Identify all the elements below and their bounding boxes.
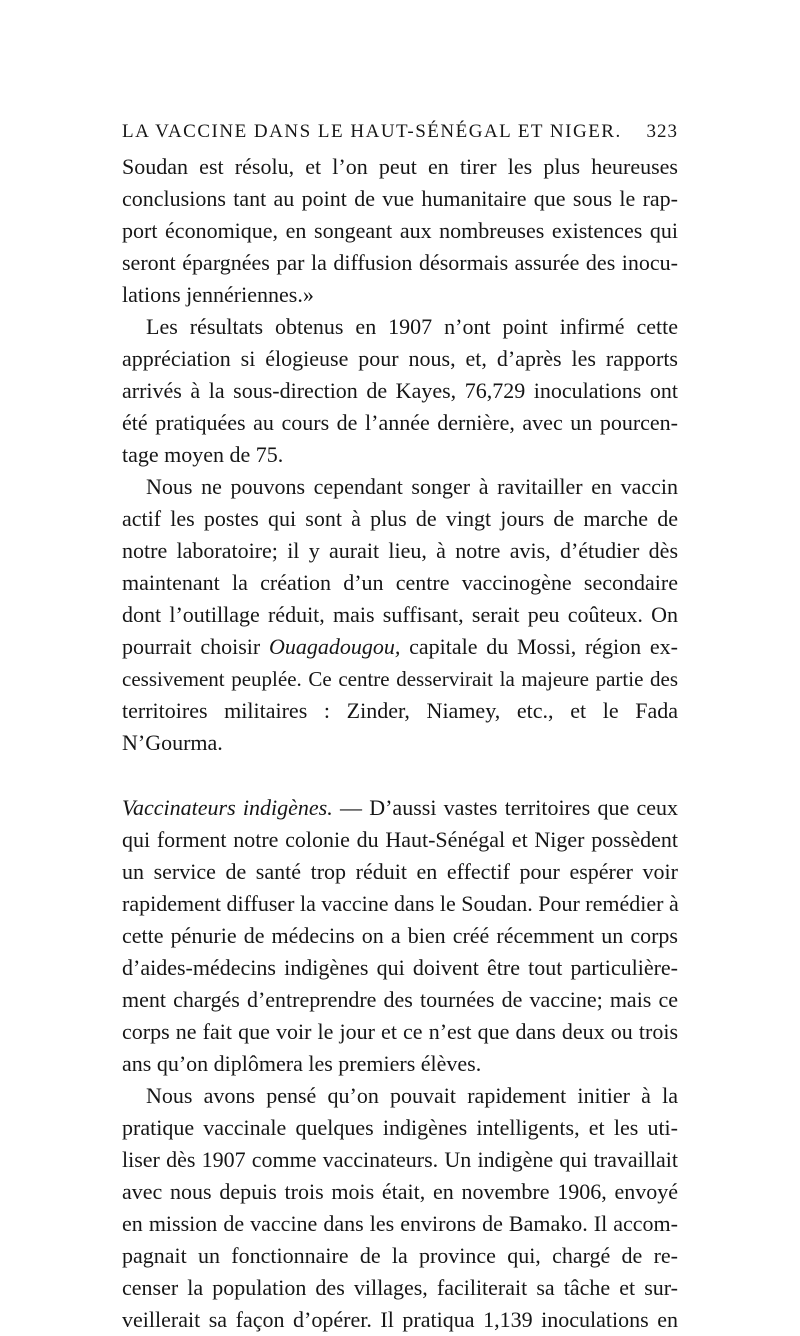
text-line: notre laboratoire; il y aurait lieu, à notre avis, d’étudier dès	[122, 538, 678, 563]
text-line	[122, 792, 678, 824]
text-line: tage moyen de 75.	[122, 442, 284, 467]
text-line: corps ne fait que voir le jour et ce n’est que dans deux ou trois	[122, 1019, 678, 1044]
text-line: seront épargnées par la diffusion désormais assurée des inocu-	[122, 250, 678, 275]
text-line: appréciation si élogieuse pour nous, et, d’après les rapports	[122, 346, 678, 371]
text-line: été pratiquées au cours de l’année dernière, avec un pourcen-	[122, 410, 678, 435]
text-line: veillerait sa façon d’opérer. Il pratiqua 1,139 inoculations en	[122, 1307, 678, 1332]
text-line: rapidement diffuser la vaccine dans le Soudan. Pour remédier à	[122, 891, 679, 916]
text-line: Soudan est résolu, et l’on peut en tirer les plus heureuses	[122, 154, 678, 179]
text-line: maintenant la création d’un centre vaccinogène secondaire	[122, 570, 678, 595]
text-line: un service de santé trop réduit en effectif pour espérer voir	[122, 859, 678, 884]
text-line: avec nous depuis trois mois était, en novembre 1906, envoyé	[122, 1179, 678, 1204]
text-line: territoires militaires : Zinder, Niamey, etc., et le Fada	[122, 698, 678, 723]
section-heading: Vaccinateurs indigènes.	[122, 795, 333, 820]
text-fragment: capitale du Mossi, région ex-	[400, 634, 678, 659]
text-line: dont l’outillage réduit, mais suffisant, serait peu coûteux. On	[122, 602, 678, 627]
text-line: cessivement peuplée. Ce centre desservirait la majeure partie des	[122, 667, 678, 691]
text-line: pratique vaccinale quelques indigènes intelligents, et les uti-	[122, 1115, 678, 1140]
text-line: Nous ne pouvons cependant songer à ravitailler en vaccin	[146, 474, 678, 499]
running-title: LA VACCINE DANS LE HAUT-SÉNÉGAL ET NIGER.	[122, 121, 622, 142]
page-number: 323	[646, 121, 678, 142]
text-line: pagnait un fonctionnaire de la province qui, chargé de re-	[122, 1243, 678, 1268]
text-line: Nous avons pensé qu’on pouvait rapidement initier à la	[146, 1083, 678, 1108]
text-line: d’aides-médecins indigènes qui doivent être tout particulière-	[122, 955, 678, 980]
text-line: N’Gourma.	[122, 730, 223, 755]
text-line: ans qu’on diplômera les premiers élèves.	[122, 1051, 482, 1076]
text-line: qui forment notre colonie du Haut-Sénégal et Niger possèdent	[122, 827, 678, 852]
text-line: ment chargés d’entreprendre des tournées de vaccine; mais ce	[122, 987, 678, 1012]
text-fragment: pourrait choisir	[122, 634, 269, 659]
text-line: liser dès 1907 comme vaccinateurs. Un indigène qui travaillait	[122, 1147, 678, 1172]
text-line: en mission de vaccine dans les environs de Bamako. Il accom-	[122, 1211, 678, 1236]
text-line	[122, 631, 678, 663]
text-line: actif les postes qui sont à plus de vingt jours de marche de	[122, 506, 678, 531]
text-line: port économique, en songeant aux nombreuses existences qui	[122, 218, 678, 243]
text-fragment: — D’aussi vastes territoires que ceux	[332, 795, 678, 820]
text-line: conclusions tant au point de vue humanitaire que sous le rap-	[122, 186, 678, 211]
running-head	[122, 121, 678, 143]
text-line: lations jennériennes.»	[122, 282, 314, 307]
text-line: arrivés à la sous-direction de Kayes, 76,729 inoculations ont	[122, 378, 678, 403]
section-gap	[122, 759, 678, 792]
text-line: cette pénurie de médecins on a bien créé récemment un corps	[122, 923, 678, 948]
text-line: censer la population des villages, faciliterait sa tâche et sur-	[122, 1275, 678, 1300]
place-name-ouagadougou: Ouagadougou,	[268, 634, 401, 659]
text-line: Les résultats obtenus en 1907 n’ont point infirmé cette	[146, 314, 678, 339]
body-text	[122, 151, 678, 1336]
